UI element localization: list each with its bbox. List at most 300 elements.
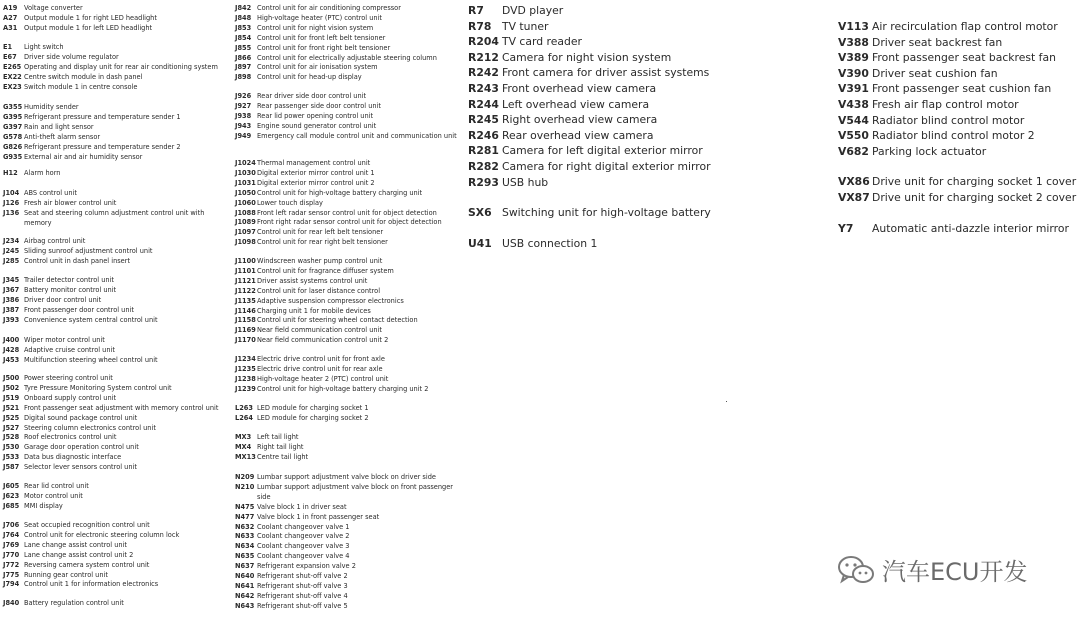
component-code: J1121 bbox=[235, 276, 256, 285]
legend-entry bbox=[3, 521, 225, 531]
legend-entry bbox=[235, 453, 460, 463]
component-code: R243 bbox=[468, 81, 499, 95]
legend-entry bbox=[3, 424, 225, 434]
component-code: J587 bbox=[3, 463, 20, 472]
component-description: Trailer detector control unit bbox=[24, 276, 114, 284]
component-code: J898 bbox=[235, 73, 252, 82]
component-description: Control unit for front left belt tensioner bbox=[257, 33, 386, 42]
legend-entry bbox=[838, 221, 1078, 237]
legend-entry bbox=[838, 174, 1078, 190]
component-description: Refrigerant shut-off valve 5 bbox=[257, 601, 348, 610]
legend-entry bbox=[235, 473, 460, 483]
component-description: Control unit for fragrance diffuser system bbox=[257, 266, 394, 275]
legend-entry bbox=[235, 54, 460, 64]
component-description: Lane change assist control unit 2 bbox=[24, 550, 134, 559]
legend-entry bbox=[235, 414, 460, 424]
legend-entry bbox=[3, 296, 225, 306]
component-code: R204 bbox=[468, 35, 499, 49]
component-description: External air and air humidity sensor bbox=[24, 152, 143, 161]
component-description: TV card reader bbox=[502, 35, 582, 49]
legend-group bbox=[468, 3, 798, 190]
component-description: Front overhead view camera bbox=[502, 81, 657, 95]
component-code: J521 bbox=[3, 403, 20, 412]
component-description: Driver seat backrest fan bbox=[872, 35, 1003, 49]
legend-entry bbox=[235, 355, 460, 365]
component-code: J770 bbox=[3, 550, 20, 559]
component-code: J1088 bbox=[235, 208, 256, 217]
component-code: L264 bbox=[235, 413, 253, 422]
legend-entry bbox=[3, 199, 225, 209]
legend-entry bbox=[3, 551, 225, 561]
legend-entry bbox=[235, 4, 460, 14]
component-code: R293 bbox=[468, 175, 499, 189]
legend-entry bbox=[3, 63, 225, 73]
component-code: N632 bbox=[235, 522, 255, 531]
component-description: Steering column electronics control unit bbox=[24, 423, 156, 432]
component-description: Coolant changeover valve 3 bbox=[257, 542, 350, 551]
legend-group bbox=[3, 189, 225, 229]
component-description: Digital exterior mirror control unit 2 bbox=[257, 178, 375, 187]
legend-entry bbox=[235, 257, 460, 267]
component-description: Control unit for rear left belt tensioner bbox=[257, 228, 384, 237]
legend-group bbox=[3, 237, 225, 267]
component-description: USB hub bbox=[502, 175, 549, 189]
component-code: J386 bbox=[3, 295, 20, 304]
component-code: J1060 bbox=[235, 198, 256, 207]
component-code: R212 bbox=[468, 50, 499, 64]
component-description: Digital sound package control unit bbox=[24, 413, 138, 422]
legend-entry bbox=[3, 73, 225, 83]
component-code: MX3 bbox=[235, 433, 252, 441]
component-code: J533 bbox=[3, 453, 20, 462]
component-code: J345 bbox=[3, 276, 20, 284]
component-description: Valve block 1 in front passenger seat bbox=[257, 512, 380, 521]
legend-group bbox=[235, 92, 460, 142]
legend-entry bbox=[3, 237, 225, 247]
legend-group bbox=[3, 374, 225, 473]
component-code: J1234 bbox=[235, 355, 256, 363]
component-code: N643 bbox=[235, 601, 255, 610]
component-code: J528 bbox=[3, 433, 20, 442]
component-code: J367 bbox=[3, 285, 20, 294]
legend-entry bbox=[3, 571, 225, 581]
component-description: Camera for night vision system bbox=[502, 50, 672, 64]
component-description: Switch module 1 in centre console bbox=[24, 82, 138, 91]
component-description: Refrigerant expansion valve 2 bbox=[257, 562, 356, 571]
legend-entry bbox=[468, 128, 798, 144]
component-code: J285 bbox=[3, 256, 20, 265]
legend-entry bbox=[235, 443, 460, 453]
component-code: J855 bbox=[235, 43, 252, 52]
component-description: Lane change assist control unit bbox=[24, 540, 127, 549]
legend-entry bbox=[3, 133, 225, 143]
legend-entry bbox=[3, 384, 225, 394]
component-description: Control unit for laser distance control bbox=[257, 286, 381, 295]
component-description: Tyre Pressure Monitoring System control unit bbox=[24, 383, 172, 392]
legend-entry bbox=[468, 81, 798, 97]
legend-entry bbox=[235, 102, 460, 112]
component-code: J1024 bbox=[235, 159, 256, 167]
legend-entry bbox=[3, 336, 225, 346]
component-description: Voltage converter bbox=[24, 4, 83, 12]
component-description: Drive unit for charging socket 2 cover bbox=[872, 190, 1077, 204]
legend-entry bbox=[3, 24, 225, 34]
stray-dot bbox=[726, 401, 727, 402]
legend-group bbox=[235, 159, 460, 248]
component-code: J1235 bbox=[235, 364, 256, 373]
component-description: Roof electronics control unit bbox=[24, 433, 117, 442]
component-description: Control unit for electronic steering column lock bbox=[24, 530, 180, 539]
legend-entry bbox=[235, 316, 460, 326]
legend-entry bbox=[235, 218, 460, 228]
legend-entry bbox=[235, 179, 460, 189]
legend-group bbox=[468, 236, 798, 252]
legend-entry bbox=[235, 404, 460, 414]
component-description: Automatic anti-dazzle interior mirror bbox=[872, 222, 1069, 235]
component-description: Coolant changeover valve 2 bbox=[257, 532, 350, 541]
legend-entry bbox=[235, 365, 460, 375]
legend-entry bbox=[235, 132, 460, 142]
component-code: J1089 bbox=[235, 218, 256, 227]
component-code: G578 bbox=[3, 132, 23, 141]
component-description: Humidity sender bbox=[24, 103, 79, 111]
legend-entry bbox=[3, 414, 225, 424]
legend-entry bbox=[3, 247, 225, 257]
component-code: R78 bbox=[468, 19, 492, 33]
component-code: N209 bbox=[235, 473, 255, 481]
component-code: L263 bbox=[235, 404, 253, 412]
component-description: Control unit for electrically adjustable steering column bbox=[257, 53, 437, 62]
component-code: J1122 bbox=[235, 286, 256, 295]
component-code: J428 bbox=[3, 345, 20, 354]
component-code: N633 bbox=[235, 532, 255, 541]
component-code: J1097 bbox=[235, 228, 256, 237]
component-description: Control unit for front right belt tensioner bbox=[257, 43, 391, 52]
legend-entry bbox=[838, 19, 1078, 35]
component-code: J927 bbox=[235, 101, 252, 110]
component-description: Near field communication control unit 2 bbox=[257, 336, 389, 345]
component-code: J769 bbox=[3, 540, 20, 549]
component-code: N642 bbox=[235, 591, 255, 600]
component-code: R242 bbox=[468, 66, 499, 80]
component-code: N635 bbox=[235, 552, 255, 561]
component-code: J794 bbox=[3, 580, 20, 589]
legend-entry bbox=[3, 463, 225, 473]
component-code: A19 bbox=[3, 4, 18, 12]
legend-entry bbox=[468, 205, 798, 221]
component-code: J1169 bbox=[235, 326, 256, 335]
component-code: J764 bbox=[3, 530, 20, 539]
legend-entry bbox=[3, 374, 225, 384]
component-description: Convenience system central control unit bbox=[24, 315, 158, 324]
component-description: Switching unit for high-voltage battery bbox=[502, 206, 711, 219]
component-code: E265 bbox=[3, 62, 22, 71]
component-code: R246 bbox=[468, 128, 499, 142]
component-description: LED module for charging socket 2 bbox=[257, 413, 369, 422]
watermark bbox=[836, 552, 1028, 587]
legend-entry bbox=[838, 144, 1078, 160]
legend-entry bbox=[235, 159, 460, 169]
component-code: G826 bbox=[3, 142, 23, 151]
component-description: Reversing camera system control unit bbox=[24, 560, 150, 569]
legend-entry bbox=[3, 531, 225, 541]
legend-entry bbox=[3, 306, 225, 316]
component-code: V550 bbox=[838, 129, 869, 143]
component-description: Thermal management control unit bbox=[257, 159, 371, 167]
component-description: Near field communication control unit bbox=[257, 326, 382, 335]
legend-entry bbox=[235, 63, 460, 73]
component-description: MMI display bbox=[24, 501, 63, 510]
legend-group bbox=[468, 205, 798, 221]
component-description: Seat occupied recognition control unit bbox=[24, 521, 150, 529]
component-code: VX86 bbox=[838, 175, 870, 188]
component-description: Running gear control unit bbox=[24, 570, 108, 579]
component-code: J453 bbox=[3, 355, 20, 364]
component-description: High-voltage heater 2 (PTC) control unit bbox=[257, 374, 389, 383]
component-description: Right overhead view camera bbox=[502, 113, 658, 127]
legend-group bbox=[3, 43, 225, 93]
component-code: N210 bbox=[235, 482, 255, 491]
component-description: Fresh air flap control motor bbox=[872, 97, 1019, 111]
legend-entry bbox=[3, 209, 225, 229]
component-description: Left tail light bbox=[257, 433, 299, 441]
legend-entry bbox=[235, 307, 460, 317]
component-description: Coolant changeover valve 4 bbox=[257, 552, 350, 561]
component-description: High-voltage heater (PTC) control unit bbox=[257, 13, 383, 22]
component-description: Control unit for rear right belt tensioner bbox=[257, 238, 388, 247]
component-description: Control unit for night vision system bbox=[257, 23, 374, 32]
component-description: ABS control unit bbox=[24, 189, 77, 197]
legend-entry bbox=[235, 297, 460, 307]
legend-entry bbox=[235, 513, 460, 523]
legend-entry bbox=[3, 346, 225, 356]
legend-entry bbox=[3, 4, 225, 14]
watermark-text: 汽车ECU开发 bbox=[882, 558, 1028, 586]
legend-group bbox=[3, 336, 225, 366]
component-code: R245 bbox=[468, 113, 499, 127]
component-description: Lumbar support adjustment valve block on driver side bbox=[257, 473, 436, 481]
component-code: J926 bbox=[235, 92, 252, 100]
legend-entry bbox=[3, 103, 225, 113]
component-description: Air recirculation flap control motor bbox=[872, 20, 1058, 33]
component-description: Rear passenger side door control unit bbox=[257, 101, 381, 110]
component-description: Adaptive cruise control unit bbox=[24, 345, 115, 354]
legend-group bbox=[3, 103, 225, 162]
component-code: J1239 bbox=[235, 384, 256, 393]
legend-entry bbox=[838, 35, 1078, 51]
legend-entry bbox=[468, 65, 798, 81]
component-description: Control unit for air conditioning compressor bbox=[257, 4, 401, 12]
legend-group bbox=[235, 4, 460, 83]
legend-group bbox=[838, 221, 1078, 237]
legend-entry bbox=[468, 159, 798, 175]
component-description: Valve block 1 in driver seat bbox=[257, 502, 347, 511]
component-code: V391 bbox=[838, 82, 869, 96]
component-description: Driver side volume regulator bbox=[24, 52, 119, 61]
legend-entry bbox=[3, 394, 225, 404]
legend-entry bbox=[468, 175, 798, 191]
legend-entry bbox=[468, 19, 798, 35]
component-code: EX22 bbox=[3, 72, 22, 81]
component-description: Engine sound generator control unit bbox=[257, 121, 377, 130]
component-description: Electric drive control unit for rear axle bbox=[257, 364, 383, 373]
legend-entry bbox=[235, 602, 460, 612]
legend-entry bbox=[468, 3, 798, 19]
component-code: J840 bbox=[3, 599, 20, 607]
legend-group bbox=[3, 276, 225, 326]
component-description: Refrigerant shut-off valve 4 bbox=[257, 591, 348, 600]
component-code: G397 bbox=[3, 122, 23, 131]
legend-entry bbox=[235, 14, 460, 24]
component-code: J623 bbox=[3, 491, 20, 500]
component-description: Refrigerant shut-off valve 3 bbox=[257, 581, 348, 590]
component-code: J126 bbox=[3, 198, 20, 207]
legend-entry bbox=[235, 552, 460, 562]
legend-group bbox=[235, 473, 460, 612]
component-code: MX13 bbox=[235, 452, 256, 461]
legend-entry bbox=[3, 433, 225, 443]
legend-group bbox=[838, 19, 1078, 159]
legend-entry bbox=[235, 24, 460, 34]
legend-group bbox=[235, 257, 460, 346]
component-description: Front right radar sensor control unit for object detection bbox=[257, 218, 442, 227]
component-code: J1238 bbox=[235, 374, 256, 383]
component-code: J245 bbox=[3, 246, 20, 255]
component-code: J943 bbox=[235, 121, 252, 130]
component-description: Centre tail light bbox=[257, 452, 309, 461]
component-description: Sliding sunroof adjustment control unit bbox=[24, 246, 153, 255]
component-code: V544 bbox=[838, 113, 869, 127]
component-description: Front passenger seat backrest fan bbox=[872, 51, 1056, 65]
component-code: J1100 bbox=[235, 257, 256, 265]
component-code: J502 bbox=[3, 383, 20, 392]
component-description: Control unit for high-voltage battery charging unit bbox=[257, 188, 423, 197]
legend-entry bbox=[3, 316, 225, 326]
component-description: Refrigerant pressure and temperature sender 1 bbox=[24, 112, 181, 121]
legend-entry bbox=[3, 189, 225, 199]
component-code: MX4 bbox=[235, 442, 252, 451]
component-code: J393 bbox=[3, 315, 20, 324]
legend-entry bbox=[235, 523, 460, 533]
component-code: J519 bbox=[3, 393, 20, 402]
component-code: J1101 bbox=[235, 266, 256, 275]
component-description: Driver assist systems control unit bbox=[257, 276, 368, 285]
legend-entry bbox=[235, 532, 460, 542]
component-code: G935 bbox=[3, 152, 23, 161]
component-code: N475 bbox=[235, 502, 255, 511]
legend-group bbox=[3, 4, 225, 34]
component-description: Multifunction steering wheel control unit bbox=[24, 355, 158, 364]
component-code: Y7 bbox=[838, 222, 854, 235]
legend-entry bbox=[235, 433, 460, 443]
component-code: V113 bbox=[838, 20, 869, 33]
component-description: Radiator blind control motor 2 bbox=[872, 129, 1035, 143]
legend-entry bbox=[3, 561, 225, 571]
legend-group bbox=[3, 169, 225, 179]
legend-entry bbox=[235, 112, 460, 122]
legend-entry bbox=[235, 503, 460, 513]
component-description: Front passenger seat adjustment with memory control unit bbox=[24, 403, 219, 412]
component-description: Control unit for steering wheel contact detection bbox=[257, 316, 418, 325]
component-code: J949 bbox=[235, 131, 252, 140]
component-description: Output module 1 for right LED headlight bbox=[24, 13, 157, 22]
legend-entry bbox=[838, 50, 1078, 66]
legend-entry bbox=[3, 169, 225, 179]
legend-entry bbox=[235, 542, 460, 552]
component-description: Charging unit 1 for mobile devices bbox=[257, 306, 371, 315]
component-description: Drive unit for charging socket 1 cover bbox=[872, 175, 1077, 188]
legend-entry bbox=[235, 483, 460, 503]
component-code: G395 bbox=[3, 112, 23, 121]
legend-entry bbox=[3, 43, 225, 53]
legend-entry bbox=[468, 112, 798, 128]
component-code: SX6 bbox=[468, 206, 492, 219]
component-code: J866 bbox=[235, 53, 252, 62]
component-code: V390 bbox=[838, 66, 869, 80]
component-code: J842 bbox=[235, 4, 252, 12]
component-description: Data bus diagnostic interface bbox=[24, 453, 122, 462]
legend-entry bbox=[3, 14, 225, 24]
component-code: R7 bbox=[468, 4, 484, 17]
legend-entry bbox=[235, 238, 460, 248]
legend-entry bbox=[3, 443, 225, 453]
component-code: V682 bbox=[838, 144, 869, 158]
legend-entry bbox=[235, 336, 460, 346]
component-description: Right tail light bbox=[257, 442, 304, 451]
component-code: N637 bbox=[235, 562, 255, 571]
legend-entry bbox=[235, 228, 460, 238]
legend-entry bbox=[235, 169, 460, 179]
legend-entry bbox=[235, 562, 460, 572]
component-description: Light switch bbox=[24, 43, 64, 51]
component-description: Rear lid power opening control unit bbox=[257, 111, 374, 120]
legend-entry bbox=[235, 385, 460, 395]
legend-entry bbox=[3, 257, 225, 267]
component-code: J1135 bbox=[235, 296, 256, 305]
component-code: J400 bbox=[3, 336, 20, 344]
legend-entry bbox=[468, 34, 798, 50]
legend-entry bbox=[838, 190, 1078, 206]
legend-entry bbox=[3, 492, 225, 502]
component-code: J1098 bbox=[235, 238, 256, 247]
component-code: E1 bbox=[3, 43, 13, 51]
legend-entry bbox=[3, 580, 225, 590]
component-description: LED module for charging socket 1 bbox=[257, 404, 369, 412]
component-description: Left overhead view camera bbox=[502, 97, 650, 111]
component-code: V438 bbox=[838, 97, 869, 111]
legend-entry bbox=[3, 356, 225, 366]
legend-entry bbox=[468, 236, 798, 252]
component-description: Centre switch module in dash panel bbox=[24, 72, 143, 81]
component-code: A27 bbox=[3, 13, 18, 22]
component-code: J1146 bbox=[235, 306, 256, 315]
component-description: Lumbar support adjustment valve block on front passenger side bbox=[257, 482, 453, 501]
legend-entry bbox=[3, 453, 225, 463]
component-code: EX23 bbox=[3, 82, 22, 91]
component-description: Selector lever sensors control unit bbox=[24, 463, 137, 472]
component-code: R282 bbox=[468, 159, 499, 173]
legend-entry bbox=[468, 97, 798, 113]
component-description: Output module 1 for left LED headlight bbox=[24, 23, 153, 32]
component-description: Power steering control unit bbox=[24, 374, 113, 382]
component-description: Garage door operation control unit bbox=[24, 443, 139, 452]
legend-entry bbox=[235, 326, 460, 336]
component-code: J525 bbox=[3, 413, 20, 422]
component-description: Motor control unit bbox=[24, 491, 83, 500]
legend-entry bbox=[3, 153, 225, 163]
legend-entry bbox=[838, 81, 1078, 97]
legend-entry bbox=[3, 53, 225, 63]
